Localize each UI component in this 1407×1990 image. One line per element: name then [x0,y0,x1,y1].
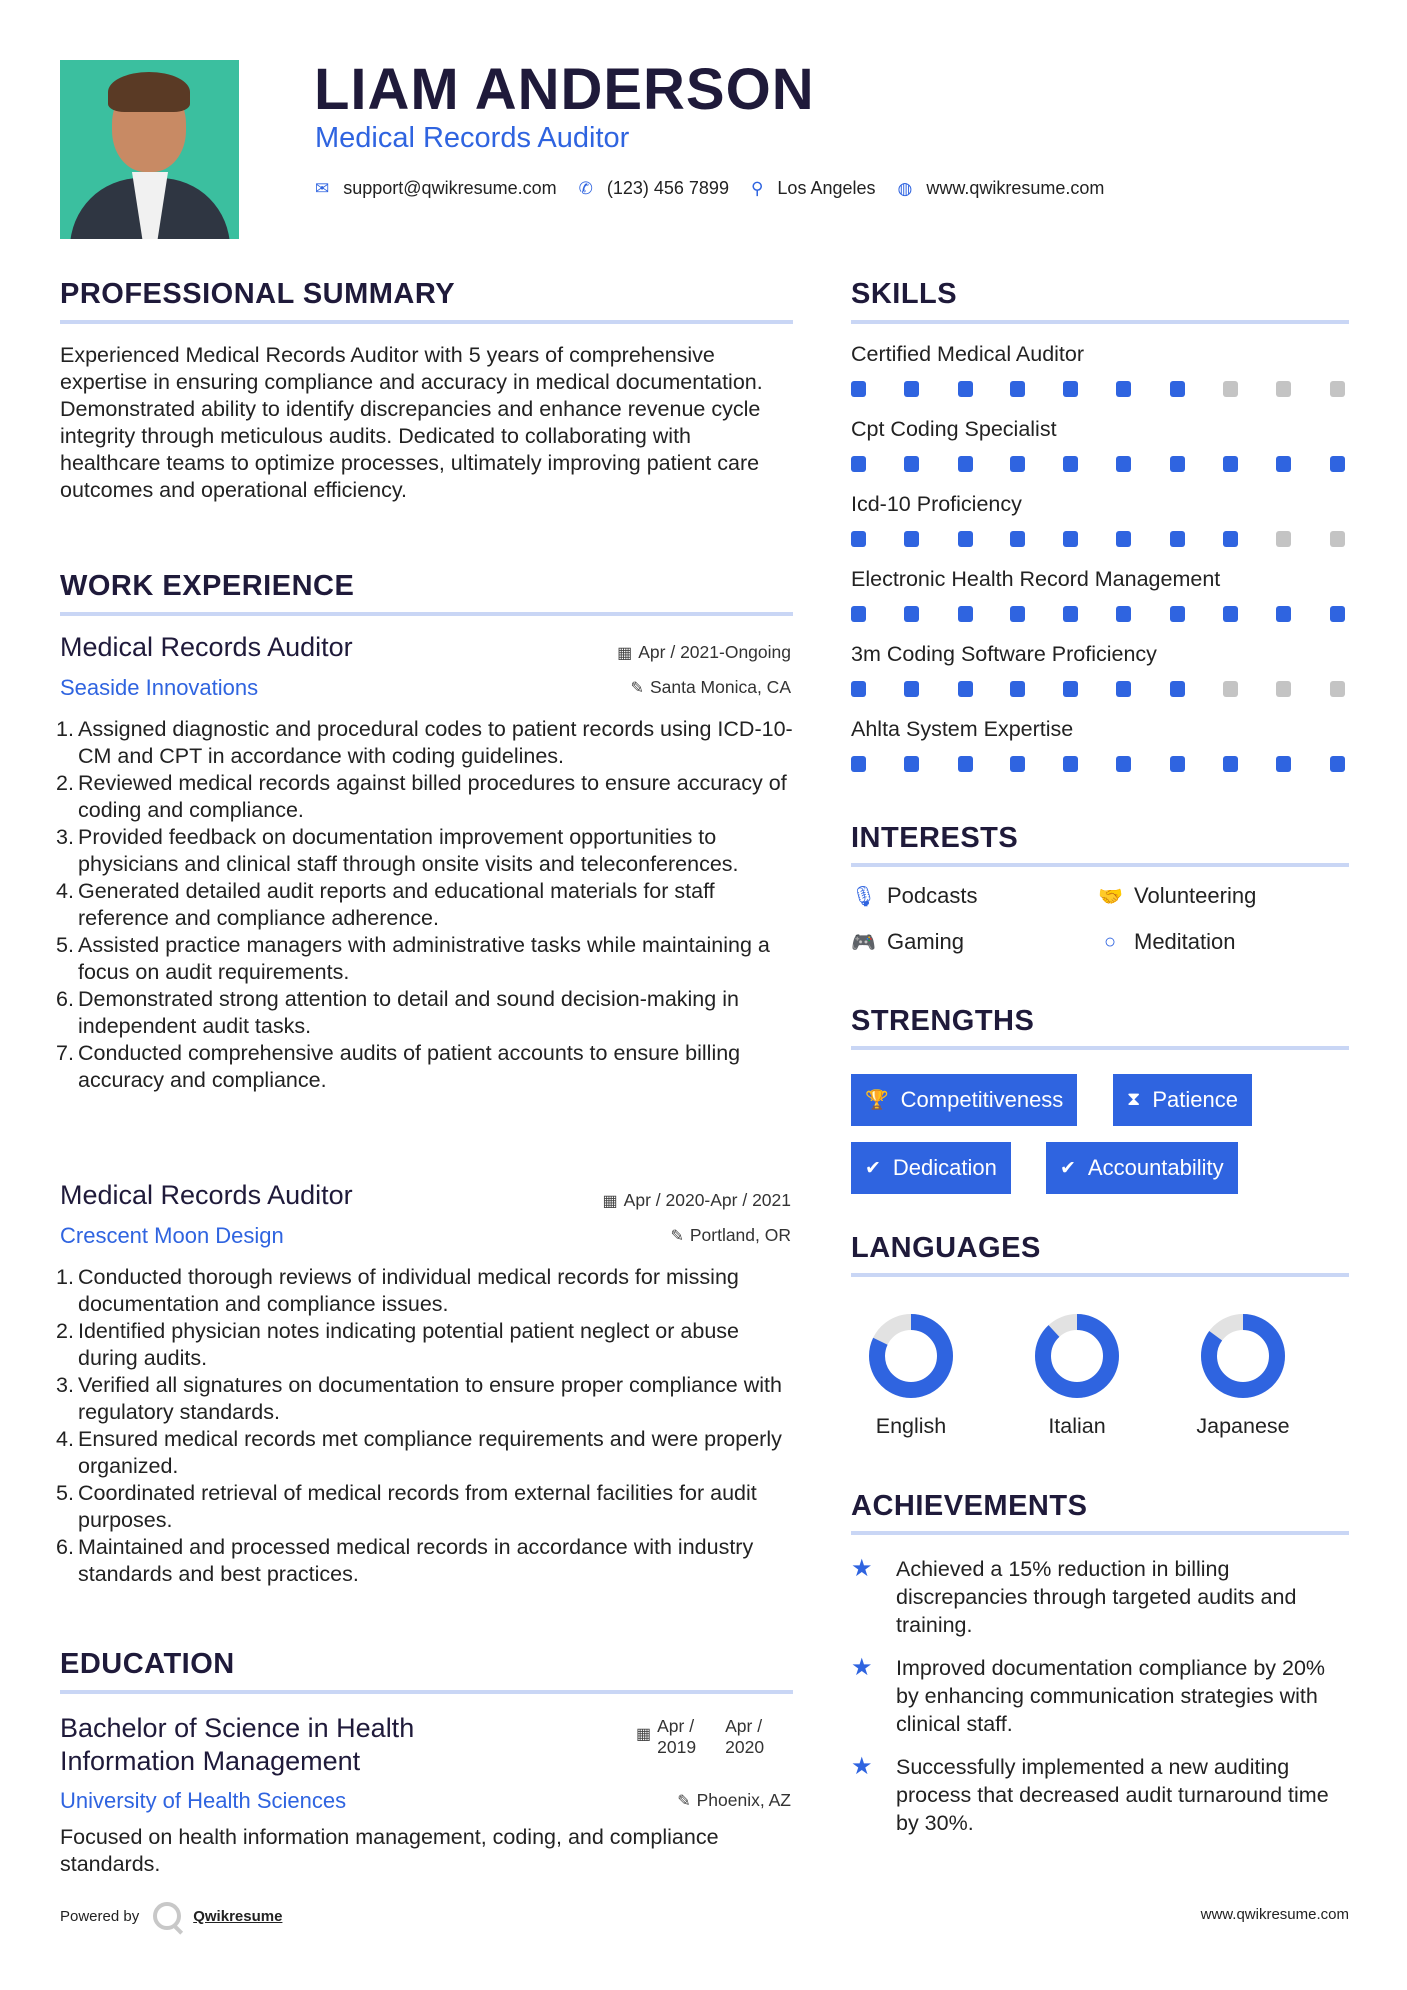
job-dates: ▦ Apr / 2021-Ongoing [617,642,791,662]
skills-rule [851,320,1349,324]
star-icon: ★ [851,1654,873,1681]
skill-rating [851,681,1349,697]
star-icon: ★ [851,1753,873,1780]
list-item: Generated detailed audit reports and educational materials for staff reference and compliance adherence. [78,879,715,930]
achievement-item: ★ Achieved a 15% reduction in billing discrepancies through targeted audits and training. [851,1555,1297,1637]
rating-dot-filled [1116,456,1131,472]
rating-dot-filled [1223,756,1238,772]
footer-url[interactable]: www.qwikresume.com [1200,1906,1349,1923]
languages-rule [851,1273,1349,1277]
list-item: Provided feedback on documentation improvement opportunities to physicians and clinical staff through onsite visits and teleconferences. [78,825,739,876]
rating-dot-filled [851,681,866,697]
achievements-heading: ACHIEVEMENTS [851,1490,1088,1522]
rating-dot-filled [1170,606,1185,622]
profile-photo [60,60,239,239]
rating-dot-filled [1276,606,1291,622]
rating-dot-filled [904,681,919,697]
rating-dot-empty [1330,531,1345,547]
list-item: Ensured medical records met compliance requirements and were properly organized. [78,1427,782,1478]
language-item [1017,1312,1137,1439]
rating-dot-filled [1170,531,1185,547]
language-name: Japanese [1196,1414,1290,1438]
education-rule [60,1690,793,1694]
education-location: ✎ Phoenix, AZ [677,1790,791,1810]
list-item: Assigned diagnostic and procedural codes to patient records using ICD-10-CM and CPT in accordance with coding guidelines. [78,717,793,768]
rating-dot-empty [1276,531,1291,547]
rating-dot-filled [1116,606,1131,622]
rating-dot-filled [904,456,919,472]
calendar-icon: ▦ [617,645,633,662]
rating-dot-filled [1330,456,1345,472]
summary-heading: PROFESSIONAL SUMMARY [60,278,456,310]
phone-icon: ✆ [578,178,593,198]
strength-badge: ⧗ Patience [1113,1074,1252,1126]
rating-dot-filled [1063,381,1078,397]
rating-dot-filled [1010,456,1025,472]
rating-dot-filled [1170,681,1185,697]
handshake-icon: 🤝 [1098,885,1123,908]
skill-rating [851,456,1349,472]
contact-location: Los Angeles [777,178,876,198]
contact-website[interactable]: www.qwikresume.com [926,178,1105,198]
skill-name: Ahlta System Expertise [851,717,1074,741]
rating-dot-filled [1116,681,1131,697]
hourglass-icon: ⧗ [1127,1089,1141,1110]
rating-dot-filled [1276,756,1291,772]
list-item: Assisted practice managers with administrative tasks while maintaining a focus on audit requirements. [78,933,770,984]
list-item: Conducted thorough reviews of individual medical records for missing documentation and compliance issues. [78,1265,739,1316]
rating-dot-filled [958,756,973,772]
interest-podcasts: 🎙 Podcasts [851,883,978,908]
circle-icon: ○ [1103,930,1117,953]
interests-heading: INTERESTS [851,822,1019,854]
job-dates: ▦ Apr / 2020-Apr / 2021 [602,1190,791,1210]
strengths-rule [851,1046,1349,1050]
list-item: Coordinated retrieval of medical records from external facilities for audit purposes. [78,1481,757,1532]
rating-dot-filled [904,606,919,622]
calendar-icon: ▦ [602,1193,618,1210]
strength-badge: ✔ Accountability [1046,1142,1238,1194]
experience-rule [60,612,793,616]
check-circle-icon: ✔ [865,1157,881,1179]
job-company: Crescent Moon Design [60,1223,284,1248]
list-item: Verified all signatures on documentation to ensure proper compliance with regulatory standards. [78,1373,782,1424]
rating-dot-filled [1170,756,1185,772]
rating-dot-filled [958,681,973,697]
rating-dot-empty [1223,381,1238,397]
rating-dot-filled [1063,681,1078,697]
rating-dot-filled [1116,756,1131,772]
education-description: Focused on health information management, coding, and compliance standards. [60,1825,719,1876]
rating-dot-empty [1330,381,1345,397]
job-company: Seaside Innovations [60,675,259,700]
skill-rating [851,531,1349,547]
rating-dot-empty [1276,381,1291,397]
rating-dot-filled [1116,531,1131,547]
rating-dot-filled [1223,531,1238,547]
language-name: English [875,1414,947,1438]
map-pin-icon: ⚲ [750,178,764,198]
globe-icon: ◍ [897,178,913,198]
job-title: Medical Records Auditor [60,1180,353,1210]
strengths-heading: STRENGTHS [851,1005,1035,1037]
list-item: Identified physician notes indicating potential patient neglect or abuse during audits. [78,1319,739,1370]
rating-dot-filled [1170,381,1185,397]
candidate-name: LIAM ANDERSON [314,57,815,122]
rating-dot-filled [1223,456,1238,472]
rating-dot-empty [1276,681,1291,697]
job-bullets [60,1264,800,1588]
summary-text: Experienced Medical Records Auditor with 5 years of comprehensive expertise in ensuring compliance and accuracy in medical documentation. Demonstrated ability to identify discrepancies and enhance revenue cycle integrity through meticulous audits. Dedicated to collaborating with healthcare teams to optimize processes, ultimately improving patient care outcomes and operational efficiency. [60,343,763,502]
summary-rule [60,320,793,324]
strength-badge: 🏆 Competitiveness [851,1074,1077,1126]
candidate-role: Medical Records Auditor [315,122,630,154]
achievement-item: ★ Successfully implemented a new auditing process that decreased audit turnaround time by 30%. [851,1753,1329,1835]
rating-dot-filled [1010,681,1025,697]
powered-by-label: Powered by [60,1907,140,1925]
strength-badge: ✔ Dedication [851,1142,1011,1194]
pushpin-icon: ✎ [630,680,644,697]
pushpin-icon: ✎ [677,1793,691,1810]
interest-volunteering: 🤝 Volunteering [1098,883,1257,908]
language-donut [1199,1312,1287,1400]
microphone-icon: 🎙 [851,885,877,908]
interest-meditation: ○ Meditation [1098,929,1236,955]
rating-dot-filled [958,381,973,397]
list-item: Reviewed medical records against billed procedures to ensure accuracy of coding and compliance. [78,771,787,822]
rating-dot-filled [1170,456,1185,472]
job-bullets [60,716,800,1094]
rating-dot-filled [851,531,866,547]
skill-name: Electronic Health Record Management [851,567,1221,591]
contact-bar [315,178,1126,199]
rating-dot-filled [851,606,866,622]
rating-dot-filled [1010,531,1025,547]
rating-dot-filled [958,531,973,547]
interest-gaming: 🎮 Gaming [851,929,965,954]
experience-heading: WORK EXPERIENCE [60,570,355,602]
rating-dot-filled [904,381,919,397]
job-location: ✎ Santa Monica, CA [630,677,791,697]
list-item: Conducted comprehensive audits of patient accounts to ensure billing accuracy and compliance. [78,1041,741,1092]
language-donut [1033,1312,1121,1400]
contact-phone[interactable]: (123) 456 7899 [606,178,729,198]
language-item [851,1312,971,1439]
education-dates: ▦ Apr / 2019 Apr / 2020 [636,1716,765,1757]
language-donut [867,1312,955,1400]
achievement-item: ★ Improved documentation compliance by 20% by enhancing communication strategies with clinical staff. [851,1654,1326,1736]
rating-dot-filled [851,381,866,397]
rating-dot-filled [851,756,866,772]
skill-rating [851,756,1349,772]
job-location: ✎ Portland, OR [670,1225,791,1245]
rating-dot-filled [1010,381,1025,397]
skill-rating [851,381,1349,397]
rating-dot-filled [1330,756,1345,772]
brand-link[interactable]: Qwikresume [193,1907,283,1925]
skill-name: 3m Coding Software Proficiency [851,642,1157,666]
gamepad-icon: 🎮 [851,931,876,954]
rating-dot-filled [904,531,919,547]
education-degree: Bachelor of Science in Health Information Management [60,1713,415,1776]
envelope-icon: ✉ [315,178,330,198]
achievements-rule [851,1531,1349,1535]
rating-dot-filled [851,456,866,472]
education-heading: EDUCATION [60,1648,235,1680]
star-icon: ★ [851,1555,873,1582]
skill-name: Certified Medical Auditor [851,342,1085,366]
footer-powered [60,1902,282,1930]
language-name: Italian [1048,1414,1106,1438]
rating-dot-filled [1063,456,1078,472]
check-circle-icon: ✔ [1060,1157,1076,1179]
language-item [1183,1312,1303,1439]
contact-email[interactable]: support@qwikresume.com [343,178,557,198]
rating-dot-filled [904,756,919,772]
rating-dot-empty [1330,681,1345,697]
pushpin-icon: ✎ [670,1228,684,1245]
list-item: Demonstrated strong attention to detail and sound decision-making in independent audit tasks. [78,987,739,1038]
job-title: Medical Records Auditor [60,632,353,662]
languages-heading: LANGUAGES [851,1232,1041,1264]
rating-dot-filled [1276,456,1291,472]
interests-rule [851,863,1349,867]
rating-dot-filled [1063,531,1078,547]
qwikresume-logo-icon [153,1902,181,1930]
list-item: Maintained and processed medical records in accordance with industry standards and best practices. [78,1535,754,1586]
rating-dot-filled [1063,606,1078,622]
rating-dot-empty [1223,681,1238,697]
education-school: University of Health Sciences [60,1788,347,1813]
trophy-icon: 🏆 [865,1090,889,1111]
skill-name: Cpt Coding Specialist [851,417,1057,441]
rating-dot-filled [1330,606,1345,622]
rating-dot-filled [958,606,973,622]
skill-rating [851,606,1349,622]
rating-dot-filled [1010,756,1025,772]
rating-dot-filled [1010,606,1025,622]
rating-dot-filled [1116,381,1131,397]
calendar-icon: ▦ [636,1726,652,1743]
rating-dot-filled [958,456,973,472]
skills-heading: SKILLS [851,278,958,310]
rating-dot-filled [1223,606,1238,622]
rating-dot-filled [1063,756,1078,772]
skill-name: Icd-10 Proficiency [851,492,1022,516]
